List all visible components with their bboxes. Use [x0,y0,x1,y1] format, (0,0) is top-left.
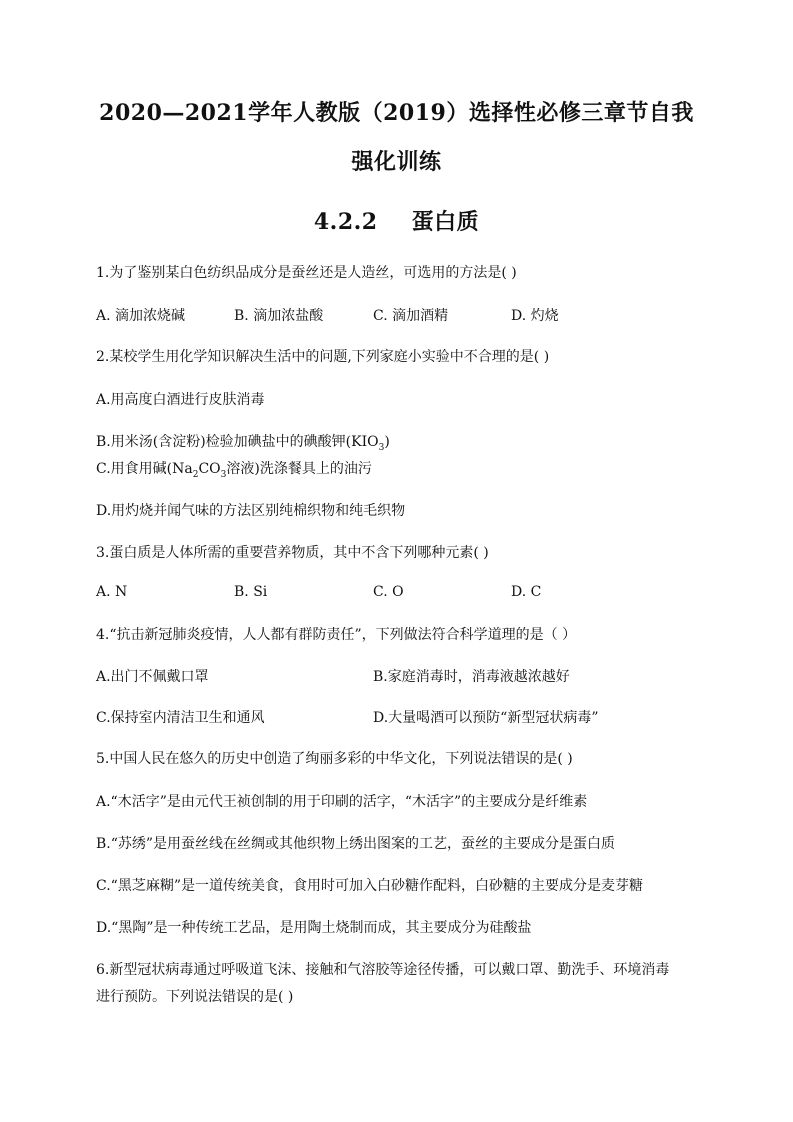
question-4-stem: 4.“抗击新冠肺炎疫情，人人都有群防责任”，下列做法符合科学道理的是（ ） [96,627,577,643]
question-5-option-c: C.“黑芝麻糊”是一道传统美食，食用时可加入白砂糖作配料，白砂糖的主要成分是麦芽糖 [96,878,643,894]
option-c-subscript-2: 3 [220,469,227,480]
section-number: 4.2.2 [313,209,378,235]
question-2-option-d: D.用灼烧并闻气味的方法区别纯棉织物和纯毛织物 [96,503,406,519]
question-5-option-a: A.“木活字”是由元代王祯创制的用于印刷的活字，“木活字”的主要成分是纤维素 [96,794,588,810]
question-4-option-c: C.保持室内清洁卫生和通风 [96,710,265,726]
question-1-option-d: D. 灼烧 [511,308,559,324]
question-3-option-c: C. O [373,584,404,600]
question-2-option-a: A.用高度白酒进行皮肤消毒 [96,392,265,408]
option-c-subscript-1: 2 [192,469,199,480]
question-6-stem-line2: 进行预防。下列说法错误的是( ) [96,989,294,1005]
question-5-stem: 5.中国人民在悠久的历史中创造了绚丽多彩的中华文化，下列说法错误的是( ) [96,751,573,767]
section-name: 蛋白质 [411,209,480,235]
option-c-rest: 溶液)洗涤餐具上的油污 [226,461,372,477]
question-3-stem: 3.蛋白质是人体所需的重要营养物质，其中不含下列哪种元素( ) [96,545,489,561]
question-1-option-a: A. 滴加浓烧碱 [96,308,186,324]
option-c-formula: CO [198,461,221,477]
document-title-line2: 强化训练 [351,149,442,175]
question-4-option-b: B.家庭消毒时，消毒液越浓越好 [373,669,570,685]
option-b-text: B.用米汤(含淀粉)检验加碘盐中的碘酸钾(KIO [96,434,379,450]
question-6-stem-line1: 6.新型冠状病毒通过呼吸道飞沫、接触和气溶胶等途径传播，可以戴口罩、勤洗手、环境消毒 [96,962,670,978]
question-5-option-d: D.“黑陶”是一种传统工艺品，是用陶土烧制而成，其主要成分为硅酸盐 [96,920,532,936]
document-title-line1: 2020—2021学年人教版（2019）选择性必修三章节自我 [99,100,694,126]
question-3-option-a: A. N [96,584,128,600]
question-1-option-b: B. 滴加浓盐酸 [234,308,324,324]
question-2-stem: 2.某校学生用化学知识解决生活中的问题,下列家庭小实验中不合理的是( ) [96,349,550,365]
section-heading [60,205,733,236]
question-2-option-c [96,458,372,480]
question-1-stem: 1.为了鉴别某白色纺织品成分是蚕丝还是人造丝，可选用的方法是( ) [96,265,517,281]
question-3-option-d: D. C [511,584,542,600]
question-1-option-c: C. 滴加酒精 [373,308,449,324]
question-5-option-b: B.“苏绣”是用蚕丝线在丝绸或其他织物上绣出图案的工艺，蚕丝的主要成分是蛋白质 [96,836,616,852]
question-2-option-b [96,431,390,453]
question-4-option-a: A.出门不佩戴口罩 [96,669,209,685]
option-b-subscript: 3 [378,442,385,453]
option-b-close: ) [384,434,390,450]
question-3-option-b: B. Si [234,584,268,600]
option-c-text: C.用食用碱(Na [96,461,193,477]
question-4-option-d: D.大量喝酒可以预防“新型冠状病毒” [373,710,599,726]
